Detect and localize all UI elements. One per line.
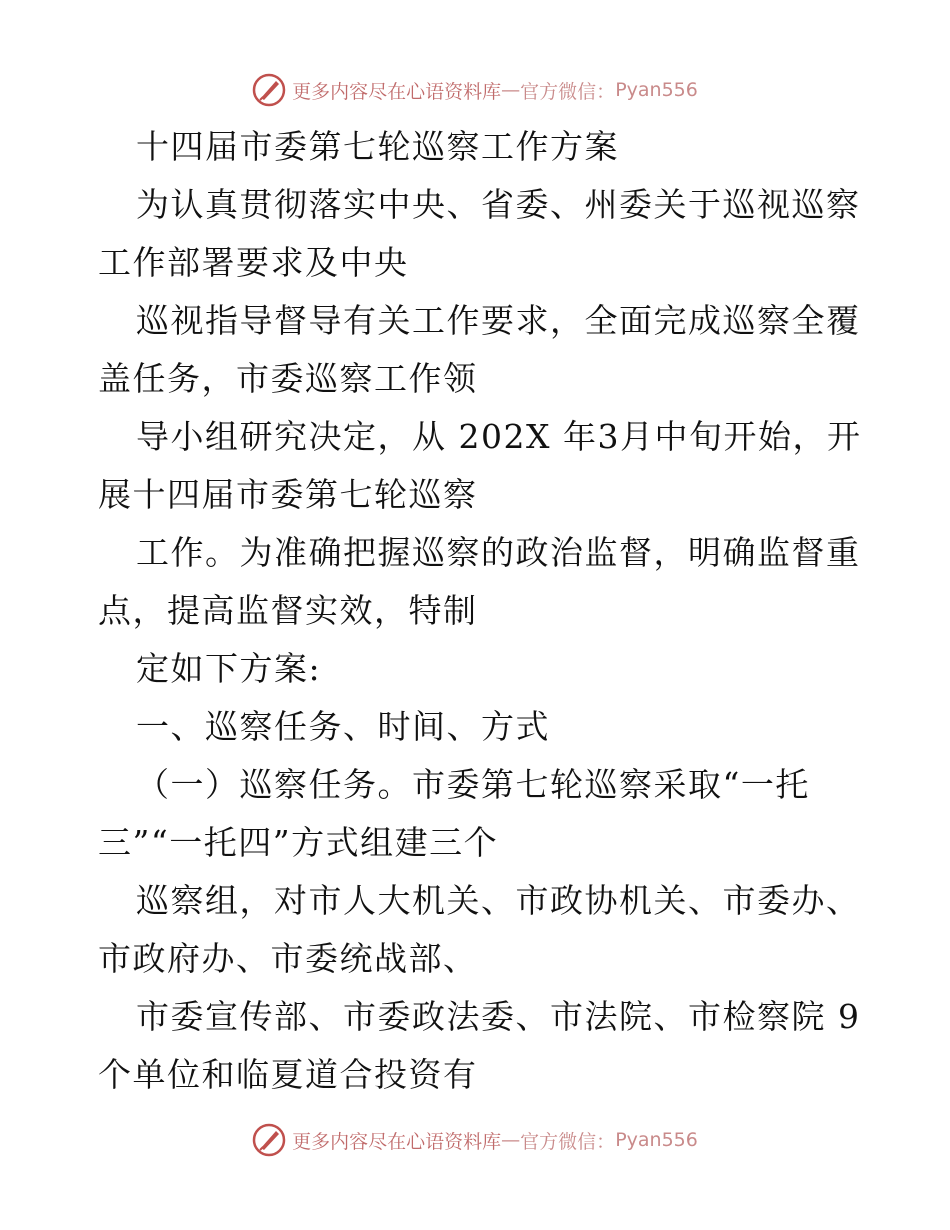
watermark-brand: 更多内容尽在心语资料库 — [292, 1130, 502, 1153]
document-text-line: 三”“一托四”方式组建三个 — [98, 823, 499, 862]
document-text-line: 点，提高监督实效，特制 — [98, 591, 478, 630]
document-text-line: 巡视指导督导有关工作要求，全面完成巡察全覆 — [136, 301, 861, 340]
document-text-line: 定如下方案: — [136, 649, 322, 688]
document-text-line: 工作部署要求及中央 — [98, 243, 409, 282]
document-text-line: 市委宣传部、市委政法委、市法院、市检察院 9 — [136, 997, 861, 1036]
document-text-line: 盖任务，市委巡察工作领 — [98, 359, 478, 398]
document-text-line: 导小组研究决定，从 202X 年3月中旬开始，开 — [136, 417, 862, 456]
watermark-wechat-id: Pyan556 — [615, 1129, 698, 1151]
watermark-brand: 更多内容尽在心语资料库 — [292, 80, 502, 103]
watermark-separator: — — [501, 1129, 521, 1151]
watermark-separator: — — [501, 79, 521, 101]
watermark-wechat-label: 官方微信： — [520, 1130, 616, 1153]
watermark-wechat-id: Pyan556 — [615, 79, 698, 101]
document-text-line: 一、巡察任务、时间、方式 — [136, 707, 550, 746]
feather-pen-logo-icon — [252, 1123, 286, 1157]
document-text-line: 个单位和临夏道合投资有 — [98, 1055, 478, 1094]
document-title-line: 十四届市委第七轮巡察工作方案 — [136, 127, 619, 166]
header-watermark — [0, 70, 950, 110]
document-text-line: 市政府办、市委统战部、 — [98, 939, 478, 978]
watermark-wechat-label: 官方微信： — [520, 80, 616, 103]
document-body — [98, 118, 862, 1104]
document-text-line: （一）巡察任务。市委第七轮巡察采取“一托 — [136, 765, 810, 804]
feather-pen-logo-icon — [252, 73, 286, 107]
document-text-line: 展十四届市委第七轮巡察 — [98, 475, 478, 514]
document-text-line: 为认真贯彻落实中央、省委、州委关于巡视巡察 — [136, 185, 861, 224]
footer-watermark — [0, 1120, 950, 1160]
document-text-line: 工作。为准确把握巡察的政治监督，明确监督重 — [136, 533, 861, 572]
document-text-line: 巡察组，对市人大机关、市政协机关、市委办、 — [136, 881, 861, 920]
